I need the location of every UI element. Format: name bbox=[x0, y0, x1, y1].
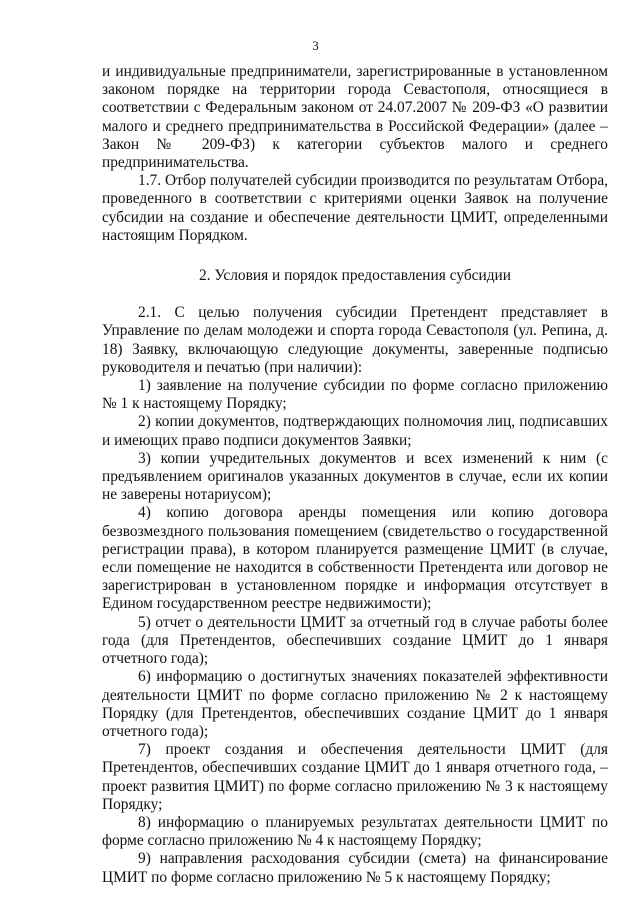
paragraph-1-7: 1.7. Отбор получателей субсидии производится по результатам Отбора, проведенного в соответствии с критериями оценки Заявок на получение субсидии на создание и обеспечение деятельности ЦМИТ, определенными настоящим Порядком. bbox=[102, 172, 608, 244]
list-item-7: 7) проект создания и обеспечения деятельности ЦМИТ (для Претендентов, обеспечивших создание ЦМИТ до 1 января отчетного года, – проект развития ЦМИТ) по форме согласно приложению № 3 к настоящему Порядку; bbox=[102, 741, 608, 813]
paragraph-continuation: и индивидуальные предприниматели, зарегистрированные в установленном законом порядке на территории города Севастополя, относящиеся в соответствии с Федеральным законом от 24.07.2007 № 209-ФЗ «О развитии малого и среднего предпринимательства в Российской Федерации» (далее – Закон № 209-ФЗ) к категории субъектов малого и среднего предпринимательства. bbox=[102, 63, 608, 172]
page-number: 3 bbox=[312, 38, 319, 53]
list-item-3: 3) копии учредительных документов и всех изменений к ним (с предъявлением оригиналов указанных документов в случае, если их копии не заверены нотариусом); bbox=[102, 449, 608, 504]
list-item-5: 5) отчет о деятельности ЦМИТ за отчетный год в случае работы более года (для Претендентов, обеспечивших создание ЦМИТ до 1 января отчетного года); bbox=[102, 613, 608, 668]
list-item-2: 2) копии документов, подтверждающих полномочия лиц, подписавших и имеющих право подписи документов Заявки; bbox=[102, 413, 608, 449]
list-item-1: 1) заявление на получение субсидии по форме согласно приложению № 1 к настоящему Порядку; bbox=[102, 377, 608, 413]
document-body bbox=[102, 63, 608, 887]
section-heading: 2. Условия и порядок предоставления субсидии bbox=[198, 267, 512, 285]
list-item-4: 4) копию договора аренды помещения или копию договора безвозмездного пользования помещением (свидетельство о государственной регистрации права), в котором планируется размещение ЦМИТ (в случае, если помещение не находится в собственности Претендента или договор не зарегистрирован в установленном порядке и информация отсутствует в Едином государственном реестре недвижимости); bbox=[102, 504, 608, 613]
list-item-9: 9) направления расходования субсидии (смета) на финансирование ЦМИТ по форме согласно приложению № 5 к настоящему Порядку; bbox=[102, 850, 608, 886]
paragraph-2-1: 2.1. С целью получения субсидии Претендент представляет в Управление по делам молодежи и спорта города Севастополя (ул. Репина, д. 18) Заявку, включающую следующие документы, заверенные подписью руководителя и печатью (при наличии): bbox=[102, 304, 608, 376]
list-item-6: 6) информацию о достигнутых значениях показателей эффективности деятельности ЦМИТ по форме согласно приложению № 2 к настоящему Порядку (для Претендентов, обеспечивших создание ЦМИТ до 1 января отчетного года); bbox=[102, 668, 608, 740]
list-item-8: 8) информацию о планируемых результатах деятельности ЦМИТ по форме согласно приложению № 4 к настоящему Порядку; bbox=[102, 813, 608, 850]
